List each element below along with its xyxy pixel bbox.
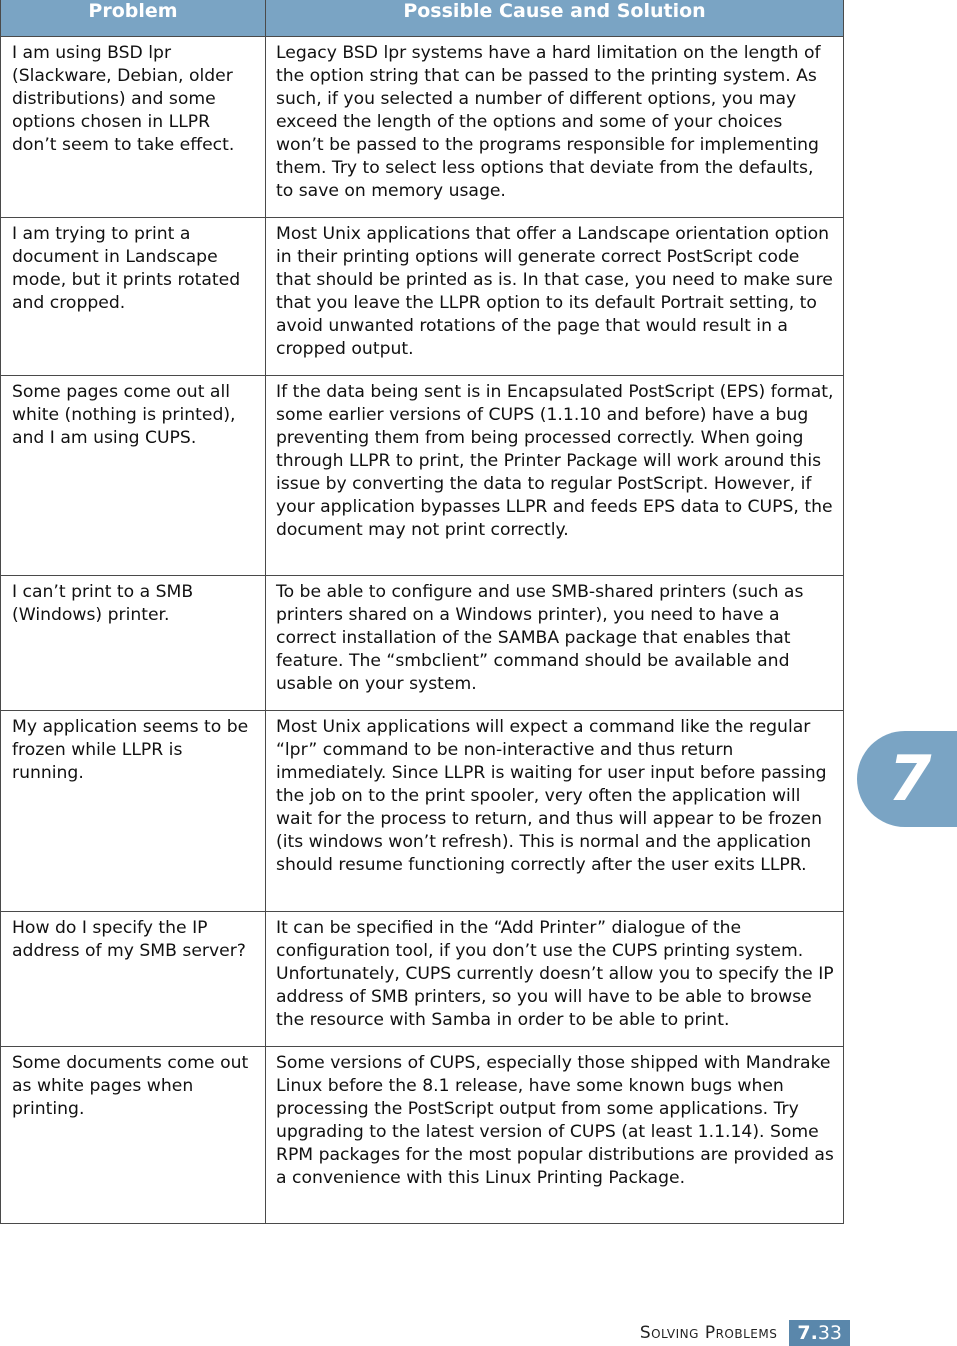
header-cause-solution: Possible Cause and Solution: [266, 0, 844, 36]
table-row: [1, 217, 844, 375]
solution-cell: Most Unix applications that offer a Landscape orientation option in their printing options will generate correct PostScript code that should be printed as is. In that case, you need to make sure that you leave the LLPR option to its default Portrait setting, to avoid unwanted rotations of the page that would result in a cropped output.: [266, 217, 844, 375]
problem-cell: My application seems to be frozen while LLPR is running.: [1, 710, 266, 911]
page-num: 33: [817, 1322, 842, 1344]
page-footer: [640, 1320, 850, 1346]
problem-cell: I am trying to print a document in Landscape mode, but it prints rotated and cropped.: [1, 217, 266, 375]
solution-cell: It can be specified in the “Add Printer” dialogue of the configuration tool, if you don’t use the CUPS printing system. Unfortunately, CUPS currently doesn’t allow you to specify the IP address of SMB printers, so you will have to be able to browse the resource with Samba in order to be able to print.: [266, 911, 844, 1046]
problem-cell: I can’t print to a SMB (Windows) printer.: [1, 575, 266, 710]
table-row: [1, 1046, 844, 1223]
page-chapter: 7.: [797, 1322, 818, 1344]
header-problem: Problem: [1, 0, 266, 36]
table-row: [1, 36, 844, 217]
solution-cell: Some versions of CUPS, especially those shipped with Mandrake Linux before the 8.1 release, have some known bugs when processing the PostScript output from some applications. Try upgrading to the latest version of CUPS (at least 1.1.14). Some RPM packages for the most popular distributions are provided as a convenience with this Linux Printing Package.: [266, 1046, 844, 1223]
problem-cell: Some documents come out as white pages when printing.: [1, 1046, 266, 1223]
chapter-tab: [857, 731, 957, 827]
problem-cell: How do I specify the IP address of my SMB server?: [1, 911, 266, 1046]
problem-cell: I am using BSD lpr (Slackware, Debian, older distributions) and some options chosen in LLPR don’t seem to take effect.: [1, 36, 266, 217]
section-title: Solving Problems: [639, 1323, 778, 1343]
chapter-number: 7: [888, 742, 932, 815]
table-header-row: [1, 0, 844, 36]
problem-cell: Some pages come out all white (nothing is printed), and I am using CUPS.: [1, 375, 266, 575]
solution-cell: Most Unix applications will expect a command like the regular “lpr” command to be non-interactive and thus return immediately. Since LLPR is waiting for user input before passing the job on to the print spooler, very often the application will wait for the process to return, and thus will appear to be frozen (its windows won’t refresh). This is normal and the application should resume functioning correctly after the user exits LLPR.: [266, 710, 844, 911]
solution-cell: Legacy BSD lpr systems have a hard limitation on the length of the option string that can be passed to the printing system. As such, if you selected a number of different options, you may exceed the length of the options and some of your choices won’t be passed to the programs responsible for implementing them. Try to select less options that deviate from the defaults, to save on memory usage.: [266, 36, 844, 217]
page-number: [789, 1320, 850, 1346]
table-row: [1, 375, 844, 575]
table-row: [1, 710, 844, 911]
table-row: [1, 911, 844, 1046]
table-row: [1, 575, 844, 710]
solution-cell: To be able to configure and use SMB-shared printers (such as printers shared on a Windows printer), you need to have a correct installation of the SAMBA package that enables that feature. The “smbclient” command should be available and usable on your system.: [266, 575, 844, 710]
solution-cell: If the data being sent is in Encapsulated PostScript (EPS) format, some earlier versions of CUPS (1.1.10 and before) have a bug preventing them from being processed correctly. When going through LLPR to print, the Printer Package will work around this issue by converting the data to regular PostScript. However, if your application bypasses LLPR and feeds EPS data to CUPS, the document may not print correctly.: [266, 375, 844, 575]
